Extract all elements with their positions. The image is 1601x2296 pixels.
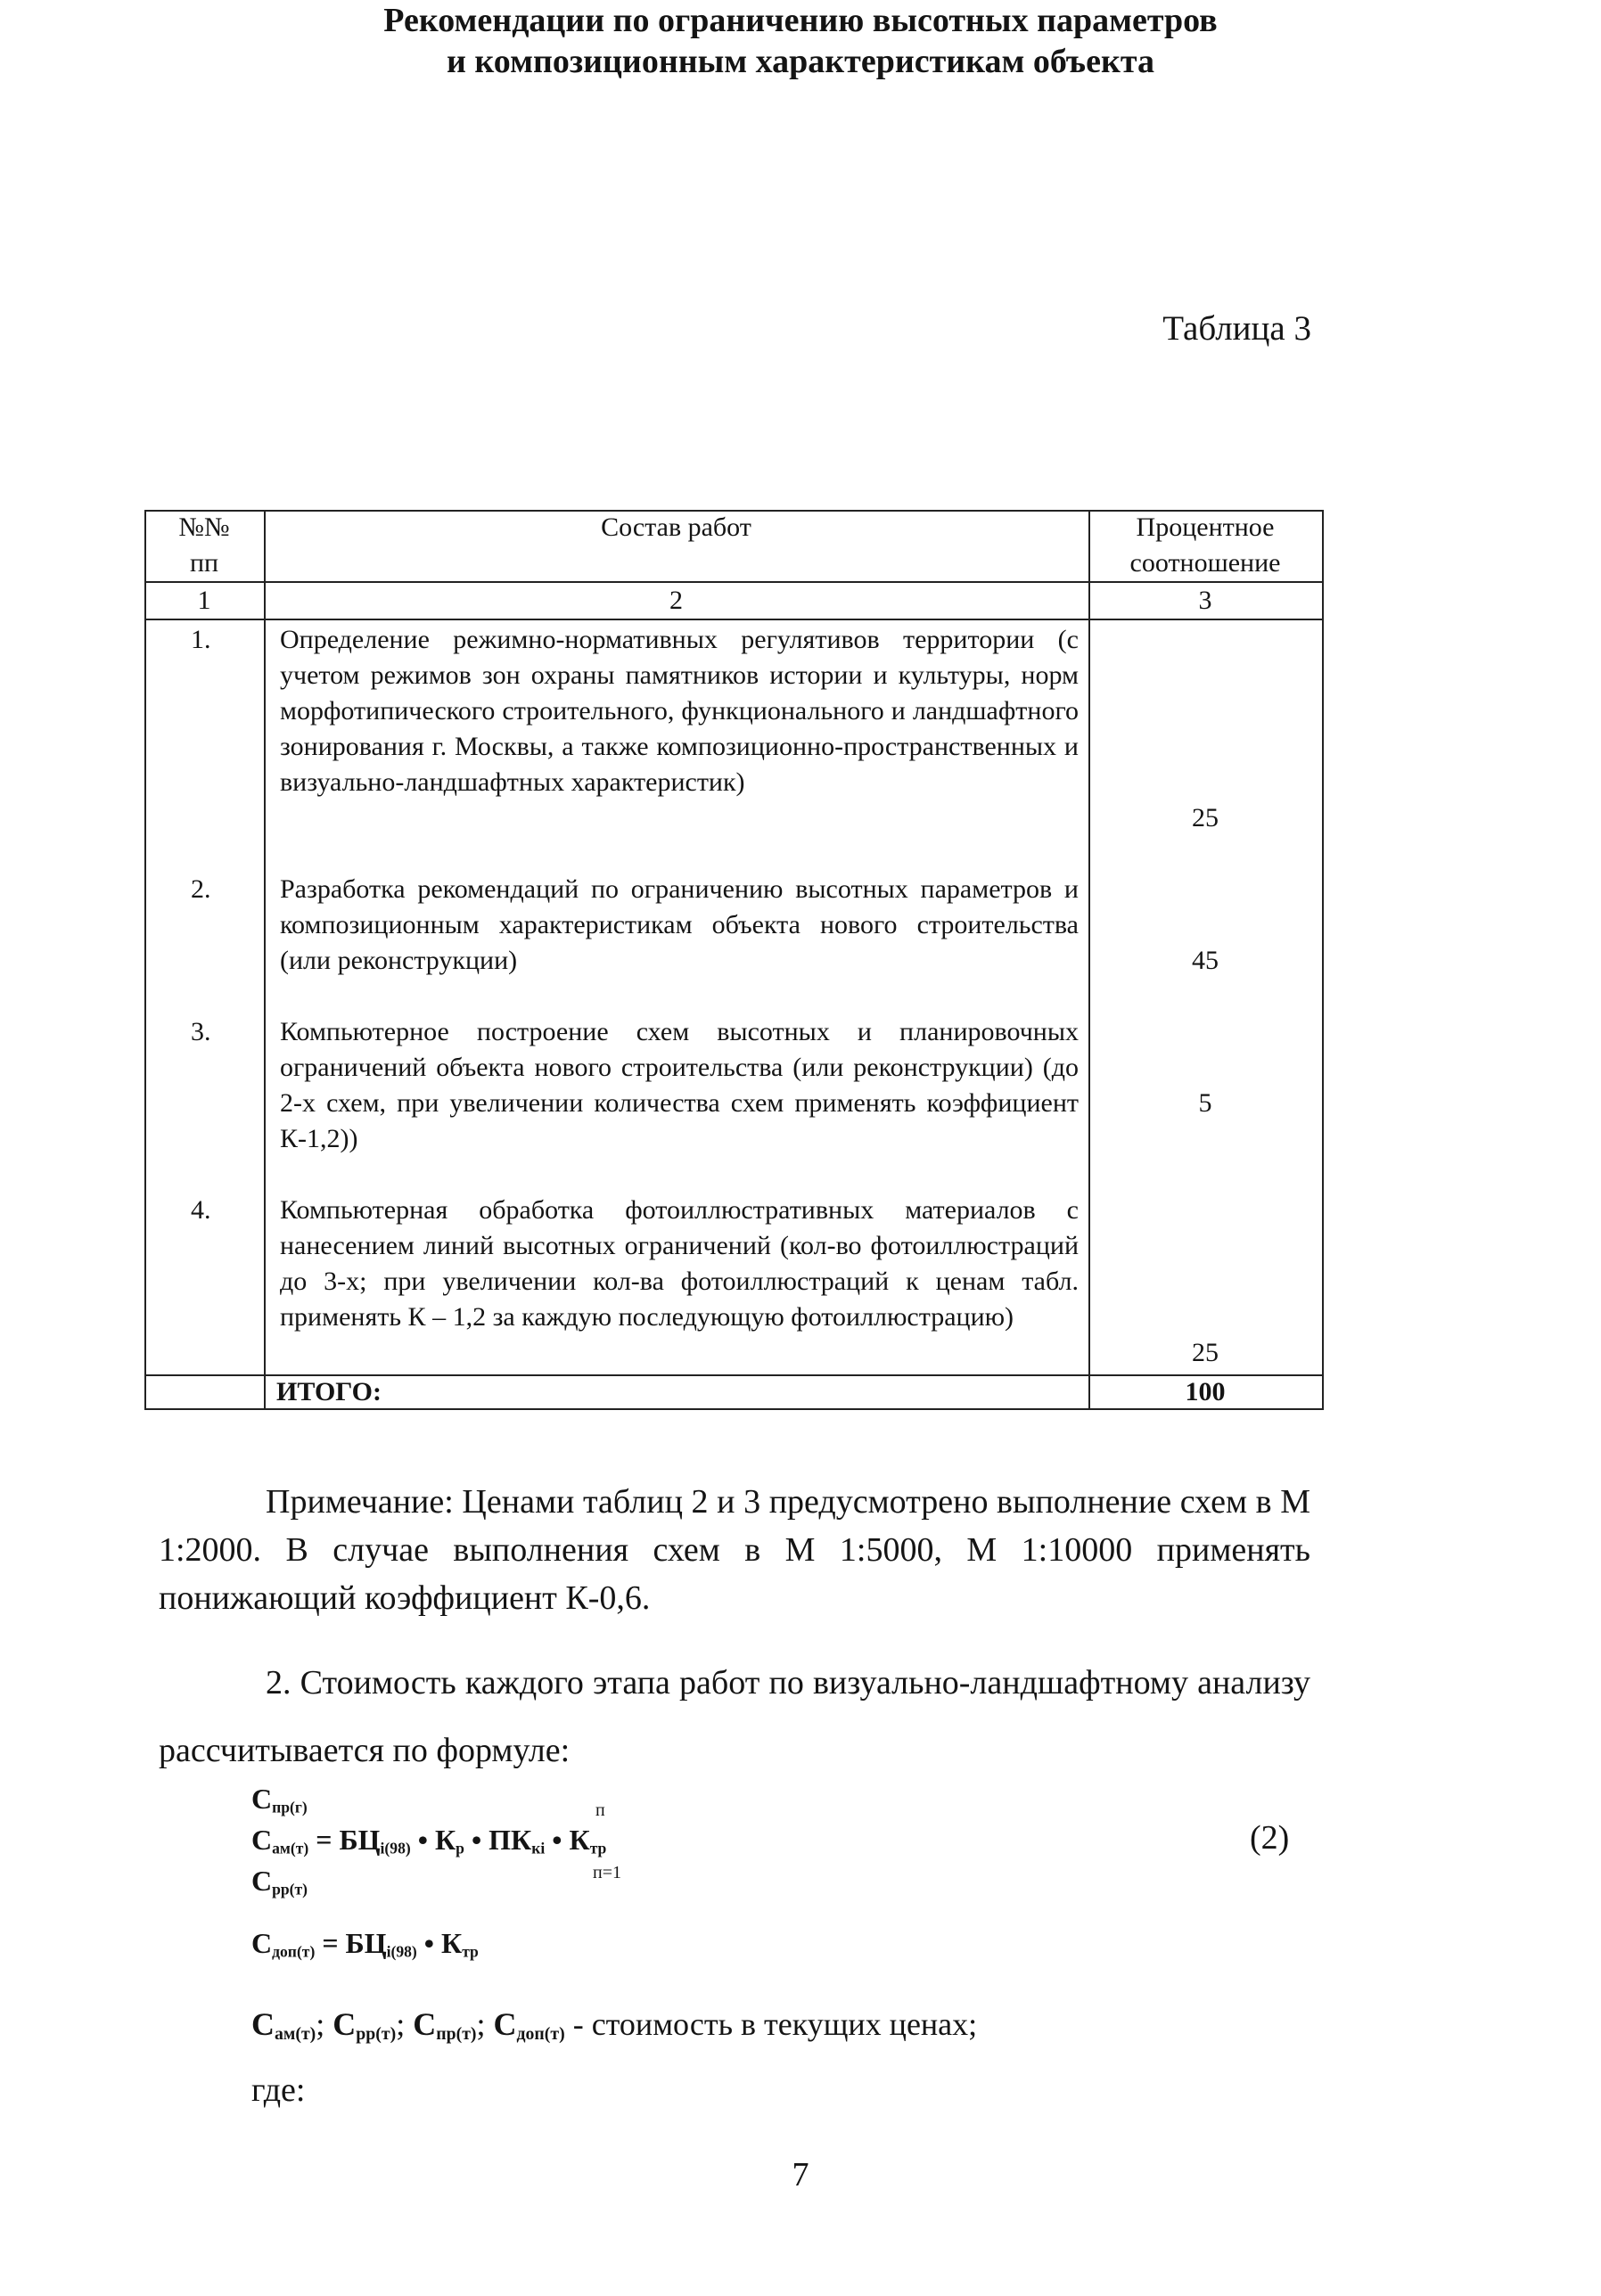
row-2-text: Разработка рекомендаций по ограничению высотных параметров и композиционным характеристикам объекта нового строительства (или реконструкции) bbox=[280, 874, 1079, 975]
formula-c-rr: $С_{рр(т)}$ bbox=[251, 1865, 308, 1898]
formula-main-line: $С_{ам(т)} = БЦ_{i(98)}$ • $К_р$ • $ПК_{кi}$ • $К_{тр}$ bbox=[251, 1824, 607, 1857]
header-work: Состав работ bbox=[601, 512, 751, 542]
header-num-line2: пп bbox=[189, 548, 219, 578]
header-num-line1: №№ bbox=[178, 512, 230, 542]
row-4-text: Компьютерная обработка фотоиллюстративных материалов с нанесением линий высотных ограничений (кол-во фотоиллюстраций до 3-х; при увеличении кол-ва фотоиллюстраций к ценам табл. применять К – 1,2 за каждую последующую фотоиллюстрацию) bbox=[280, 1195, 1079, 1332]
page-number: 7 bbox=[792, 2156, 809, 2194]
table-divider-1 bbox=[264, 510, 266, 1410]
row-3-text: Компьютерное построение схем высотных и планировочных ограничений объекта нового строительства (или реконструкции) (до 2-х схем, при увеличении количества схем применять коэффициент К-1,2)) bbox=[280, 1017, 1079, 1153]
col-number: 1 bbox=[197, 586, 211, 615]
table-title bbox=[0, 0, 1601, 82]
col-number: 3 bbox=[1198, 586, 1212, 615]
header-percent-line2: соотношение bbox=[1129, 548, 1281, 578]
header-percent-line1: Процентное bbox=[1136, 512, 1275, 542]
row-4-num: 4. bbox=[191, 1195, 211, 1225]
row-3-num: 3. bbox=[191, 1017, 211, 1046]
table-label: Таблица 3 bbox=[1162, 309, 1311, 348]
where-label: где: bbox=[251, 2071, 306, 2109]
formula-limit-top: п bbox=[595, 1800, 605, 1820]
formula-dop: $С_{доп(т)} = БЦ_{i(98)}$ • $К_{тр}$ bbox=[251, 1927, 479, 1961]
header-num bbox=[144, 510, 264, 581]
formula-c-pr: $С_{пр(г)}$ bbox=[251, 1783, 308, 1816]
total-value: 100 bbox=[1185, 1377, 1226, 1406]
method-paragraph: 2. Стоимость каждого этапа работ по визуально-ландшафтному анализу рассчитывается по формуле: bbox=[159, 1664, 1310, 1769]
table-border-left bbox=[144, 510, 146, 1410]
row-4-percent: 25 bbox=[1192, 1338, 1219, 1367]
row-1-text: Определение режимно-нормативных регулятивов территории (с учетом режимов зон охраны памятников истории и культуры, норм морфотипического строительного, функционального и ландшафтного зонирования г. Москвы, а также композиционно-пространственных и визуально-ландшафтных характеристик) bbox=[280, 625, 1079, 797]
row-2-percent: 45 bbox=[1192, 946, 1219, 975]
title-line-2: и композиционным характеристикам объекта bbox=[447, 43, 1154, 80]
row-1-num: 1. bbox=[191, 625, 211, 654]
note-paragraph: Примечание: Ценами таблиц 2 и 3 предусмотрено выполнение схем в М 1:2000. В случае выполнения схем в М 1:5000, М 1:10000 применять понижающий коэффициент К-0,6. bbox=[159, 1483, 1310, 1617]
header-percent bbox=[1088, 510, 1322, 581]
cost-definition: $С_{ам(т)}$; $С_{рр(т)}$; $С_{пр(т)}$; $С_{доп(т)}$ - стоимость в текущих ценах; bbox=[251, 2006, 978, 2044]
table-border-right bbox=[1322, 510, 1324, 1410]
formula-number: (2) bbox=[1250, 1819, 1290, 1857]
total-label: ИТОГО: bbox=[276, 1377, 382, 1406]
row-2-num: 2. bbox=[191, 874, 211, 904]
col-numbers-divider bbox=[144, 619, 1324, 620]
col-number: 2 bbox=[669, 586, 683, 615]
row-3-percent: 5 bbox=[1198, 1088, 1212, 1118]
formula-limit-bottom: п=1 bbox=[593, 1863, 621, 1882]
title-line-1: Рекомендации по ограничению высотных параметров bbox=[383, 2, 1218, 39]
works-table bbox=[144, 510, 1324, 1410]
row-1-percent: 25 bbox=[1192, 803, 1219, 832]
